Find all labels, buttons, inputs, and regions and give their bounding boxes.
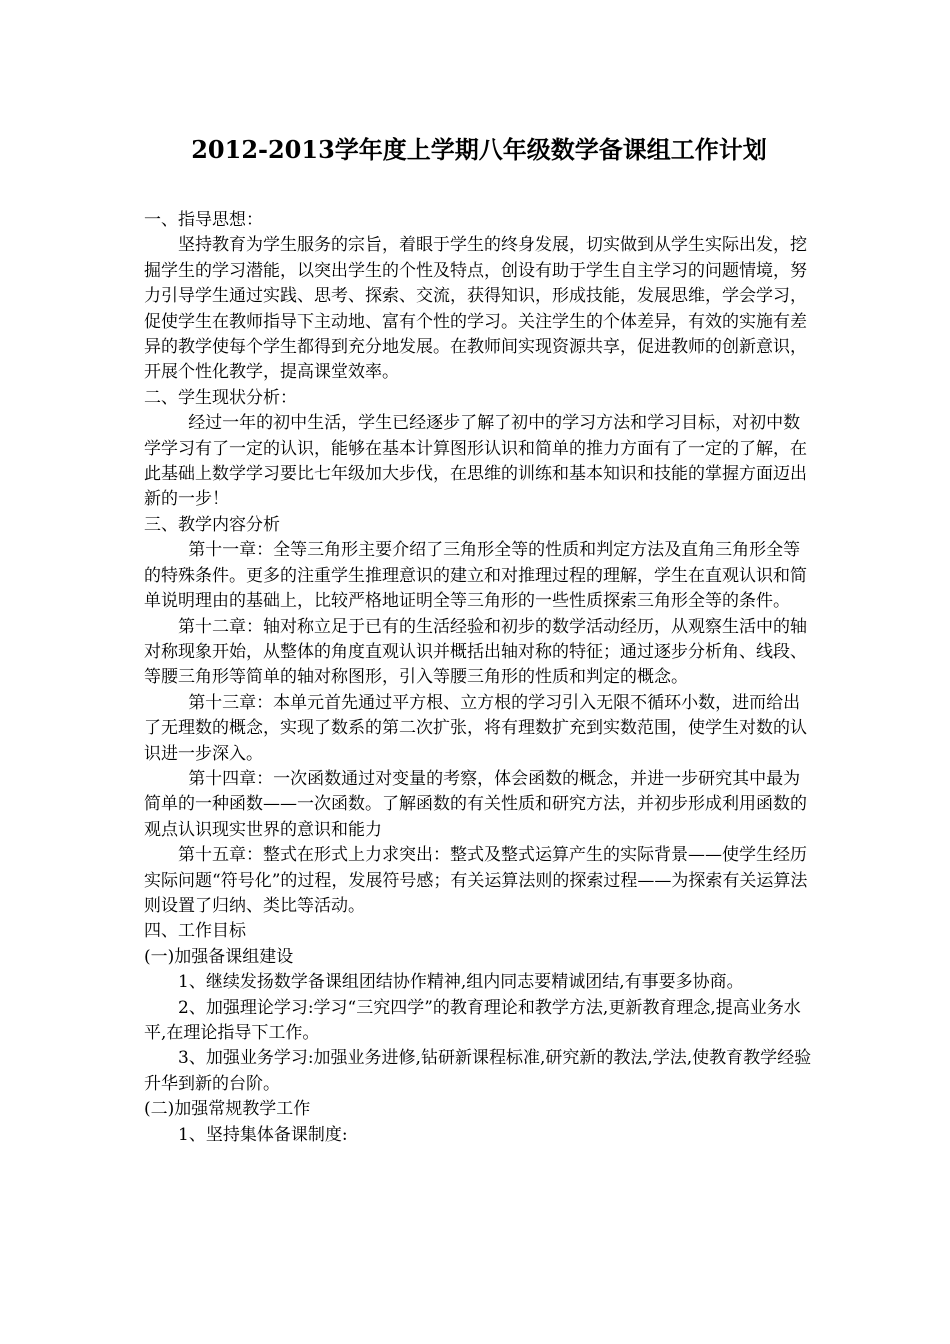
paragraph: 经过一年的初中生活，学生已经逐步了解了初中的学习方法和学习目标，对初中数学学习有了一定的认识，能够在基本计算图形认识和简单的推力方面有了一定的了解，在此基础上数学学习要比七年级加大步伐，在思维的训练和基本知识和技能的掌握方面迈出新的一步！: [144, 413, 807, 510]
subsection-heading: (二)加强常规教学工作: [144, 1099, 311, 1120]
subsection-heading: (一)加强备课组建设: [144, 946, 294, 967]
list-item: 1、继续发扬数学备课组团结协作精神,组内同志要精诚团结,有事要多协商。: [178, 972, 744, 993]
paragraph: 第十四章：一次函数通过对变量的考察，体会函数的概念，并进一步研究其中最为简单的一种函数——一次函数。了解函数的有关性质和研究方法，并初步形成利用函数的观点认识现实世界的意识和能力: [144, 768, 807, 840]
list-item: 2、加强理论学习:学习“三究四学”的教育理论和教学方法,更新教育理念,提高业务水平,在理论指导下工作。: [144, 997, 801, 1043]
paragraph: 第十五章：整式在形式上力求突出：整式及整式运算产生的实际背景——使学生经历实际问题“符号化”的过程，发展符号感；有关运算法则的探索过程——为探索有关运算法则设置了归纳、类比等活动。: [144, 845, 808, 916]
list-item: 3、加强业务学习:加强业务进修,钻研新课程标准,研究新的教法,学法,使教育教学经验升华到新的台阶。: [144, 1048, 812, 1094]
paragraph: 第十一章：全等三角形主要介绍了三角形全等的性质和判定方法及直角三角形全等的特殊条件。更多的注重学生推理意识的建立和对推理过程的理解，学生在直观认识和简单说明理由的基础上，比较严格地证明全等三角形的一些性质探索三角形全等的条件。: [144, 540, 807, 612]
paragraph: 第十二章：轴对称立足于已有的生活经验和初步的数学活动经历，从观察生活中的轴对称现象开始，从整体的角度直观认识并概括出轴对称的特征；通过逐步分析角、线段、等腰三角形等简单的轴对称图形，引入等腰三角形的性质和判定的概念。: [144, 616, 807, 688]
paragraph: 第十三章：本单元首先通过平方根、立方根的学习引入无限不循环小数，进而给出了无理数的概念，实现了数系的第二次扩张，将有理数扩充到实数范围，使学生对数的认识进一步深入。: [144, 692, 807, 764]
document-body: [144, 208, 814, 1148]
list-item: 1、坚持集体备课制度:: [178, 1124, 348, 1145]
section-heading: 四、工作目标: [144, 921, 246, 942]
section-heading: 三、教学内容分析: [144, 514, 280, 535]
section-heading: 一、指导思想：: [144, 210, 263, 230]
document-title: 2012-2013学年度上学期八年级数学备课组工作计划: [191, 135, 767, 164]
paragraph: 坚持教育为学生服务的宗旨，着眼于学生的终身发展，切实做到从学生实际出发，挖掘学生的学习潜能，以突出学生的个性及特点，创设有助于学生自主学习的问题情境，努力引导学生通过实践、思考、探索、交流，获得知识，形成技能，发展思维，学会学习，促使学生在教师指导下主动地、富有个性的学习。关注学生的个体差异，有效的实施有差异的教学使每个学生都得到充分地发展。在教师间实现资源共享，促进教师的创新意识，开展个性化教学，提高课堂效率。: [144, 235, 807, 383]
section-heading: 二、学生现状分析：: [144, 387, 297, 408]
